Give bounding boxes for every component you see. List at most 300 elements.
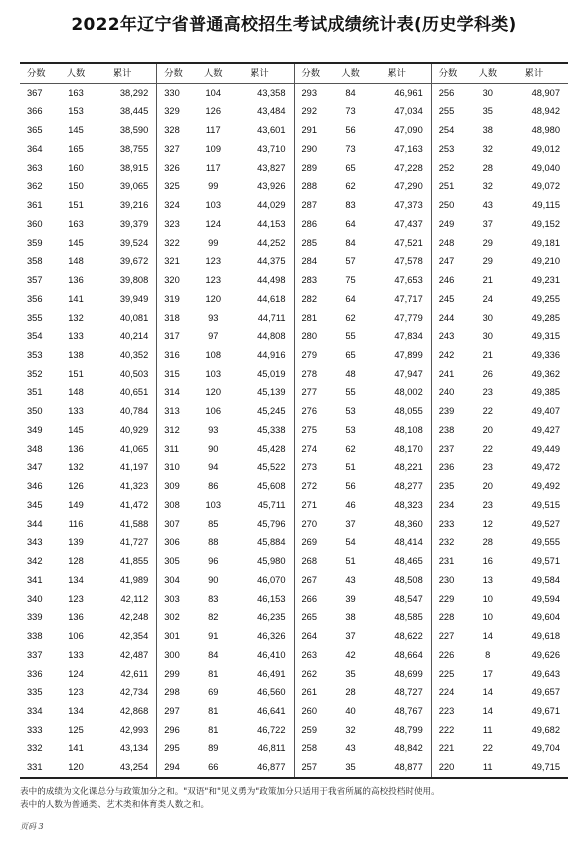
header-count: 人数 xyxy=(203,67,223,78)
table-row xyxy=(157,459,293,478)
cumulative-cell: 47,373 xyxy=(394,200,423,211)
cumulative-cell: 39,379 xyxy=(119,218,149,229)
table-row xyxy=(295,346,431,365)
table-row xyxy=(432,496,568,515)
table-row xyxy=(432,309,568,328)
cumulative-cell: 49,555 xyxy=(531,537,560,548)
cumulative-cell: 48,170 xyxy=(394,443,423,454)
cumulative-cell: 49,040 xyxy=(531,162,560,173)
table-row xyxy=(20,440,156,459)
score-cell: 231 xyxy=(438,556,455,567)
count-cell: 62 xyxy=(345,181,356,192)
count-cell: 120 xyxy=(205,293,221,304)
score-cell: 348 xyxy=(27,443,43,454)
table-row xyxy=(157,646,293,665)
cumulative-cell: 43,484 xyxy=(257,106,286,117)
score-cell: 293 xyxy=(301,87,318,98)
score-cell: 283 xyxy=(301,275,318,286)
score-cell: 341 xyxy=(27,574,43,585)
table-row xyxy=(157,758,293,777)
table-row xyxy=(295,552,431,571)
count-cell: 163 xyxy=(68,218,84,229)
table-block-3 xyxy=(295,64,432,777)
cumulative-cell: 47,779 xyxy=(394,312,423,323)
table-row xyxy=(295,271,431,290)
score-cell: 265 xyxy=(301,612,318,623)
table-row xyxy=(432,253,568,272)
cumulative-cell: 44,498 xyxy=(257,275,286,286)
score-cell: 302 xyxy=(164,612,180,623)
table-row xyxy=(157,590,293,609)
table-row xyxy=(20,702,156,721)
score-cell: 318 xyxy=(164,312,180,323)
table-row xyxy=(432,421,568,440)
score-cell: 243 xyxy=(438,331,455,342)
cumulative-cell: 49,315 xyxy=(531,331,560,342)
count-cell: 56 xyxy=(345,125,356,136)
cumulative-cell: 48,360 xyxy=(394,518,423,529)
score-cell: 350 xyxy=(27,406,43,417)
table-row xyxy=(295,403,431,422)
table-row xyxy=(295,290,431,309)
count-cell: 21 xyxy=(482,350,493,361)
score-cell: 297 xyxy=(164,705,180,716)
count-cell: 66 xyxy=(208,762,219,773)
score-cell: 314 xyxy=(164,387,180,398)
table-row xyxy=(20,84,156,103)
score-cell: 299 xyxy=(164,668,180,679)
cumulative-cell: 49,594 xyxy=(531,593,560,604)
table-row xyxy=(20,627,156,646)
table-row xyxy=(20,552,156,571)
count-cell: 141 xyxy=(68,293,84,304)
count-cell: 20 xyxy=(482,424,493,435)
cumulative-cell: 49,449 xyxy=(531,443,560,454)
table-row xyxy=(20,534,156,553)
table-row xyxy=(432,403,568,422)
count-cell: 46 xyxy=(345,499,356,510)
count-cell: 123 xyxy=(205,256,221,267)
count-cell: 37 xyxy=(345,631,356,642)
table-row xyxy=(157,84,293,103)
cumulative-cell: 39,808 xyxy=(119,275,149,286)
table-row xyxy=(20,178,156,197)
count-cell: 65 xyxy=(345,350,356,361)
count-cell: 88 xyxy=(208,537,219,548)
cumulative-cell: 40,081 xyxy=(119,312,149,323)
count-cell: 11 xyxy=(482,724,493,735)
score-cell: 308 xyxy=(164,499,180,510)
score-cell: 363 xyxy=(27,162,43,173)
score-cell: 287 xyxy=(301,200,318,211)
count-cell: 125 xyxy=(68,724,84,735)
table-row xyxy=(157,271,293,290)
cumulative-cell: 46,235 xyxy=(257,612,286,623)
score-cell: 244 xyxy=(438,312,455,323)
cumulative-cell: 47,290 xyxy=(394,181,423,192)
count-cell: 24 xyxy=(482,293,493,304)
cumulative-cell: 46,491 xyxy=(257,668,286,679)
table-row xyxy=(20,103,156,122)
table-row xyxy=(20,459,156,478)
table-row xyxy=(295,328,431,347)
count-cell: 116 xyxy=(68,518,84,529)
count-cell: 104 xyxy=(205,87,221,98)
table-row xyxy=(432,665,568,684)
score-cell: 284 xyxy=(301,256,318,267)
table-row xyxy=(157,346,293,365)
count-cell: 148 xyxy=(68,387,84,398)
score-cell: 330 xyxy=(164,87,180,98)
score-cell: 325 xyxy=(164,181,180,192)
count-cell: 84 xyxy=(208,649,219,660)
score-cell: 266 xyxy=(301,593,318,604)
table-row xyxy=(157,477,293,496)
score-cell: 322 xyxy=(164,237,180,248)
score-cell: 230 xyxy=(438,574,455,585)
count-cell: 103 xyxy=(205,200,221,211)
score-cell: 323 xyxy=(164,218,180,229)
score-cell: 310 xyxy=(164,462,180,473)
cumulative-cell: 49,285 xyxy=(531,312,560,323)
table-row xyxy=(295,515,431,534)
score-cell: 333 xyxy=(27,724,43,735)
cumulative-cell: 49,152 xyxy=(531,218,560,229)
page-number: 页码 3 xyxy=(20,822,44,831)
table-row xyxy=(432,140,568,159)
count-cell: 64 xyxy=(345,293,356,304)
table-row xyxy=(295,178,431,197)
table-row xyxy=(432,721,568,740)
score-cell: 315 xyxy=(164,368,180,379)
count-cell: 38 xyxy=(345,612,356,623)
table-row xyxy=(432,515,568,534)
cumulative-cell: 47,899 xyxy=(394,350,423,361)
score-cell: 338 xyxy=(27,631,43,642)
cumulative-cell: 47,437 xyxy=(394,218,423,229)
count-cell: 20 xyxy=(482,481,493,492)
table-row xyxy=(157,290,293,309)
score-cell: 280 xyxy=(301,331,318,342)
cumulative-cell: 48,842 xyxy=(394,743,423,754)
cumulative-cell: 49,072 xyxy=(531,181,560,192)
count-cell: 106 xyxy=(205,406,221,417)
table-row xyxy=(20,271,156,290)
table-row xyxy=(157,552,293,571)
cumulative-cell: 40,352 xyxy=(119,350,149,361)
score-cell: 311 xyxy=(164,443,180,454)
table-row xyxy=(432,534,568,553)
score-cell: 367 xyxy=(27,87,43,98)
table-row xyxy=(20,384,156,403)
footnotes xyxy=(20,786,580,812)
table-row xyxy=(157,440,293,459)
count-cell: 64 xyxy=(345,218,356,229)
table-row xyxy=(295,646,431,665)
table-row xyxy=(157,421,293,440)
table-row xyxy=(20,758,156,777)
count-cell: 62 xyxy=(345,312,356,323)
header-score: 分数 xyxy=(438,67,458,78)
count-cell: 69 xyxy=(208,687,219,698)
count-cell: 82 xyxy=(208,612,219,623)
count-cell: 10 xyxy=(482,593,493,604)
cumulative-cell: 48,980 xyxy=(531,125,560,136)
cumulative-cell: 45,608 xyxy=(257,481,286,492)
table-row xyxy=(20,234,156,253)
cumulative-cell: 44,375 xyxy=(257,256,286,267)
table-row xyxy=(157,309,293,328)
count-cell: 29 xyxy=(482,237,493,248)
score-cell: 222 xyxy=(438,724,455,735)
count-cell: 93 xyxy=(208,312,219,323)
cumulative-cell: 48,942 xyxy=(531,106,560,117)
count-cell: 149 xyxy=(68,499,84,510)
cumulative-cell: 46,811 xyxy=(257,743,286,754)
cumulative-cell: 39,524 xyxy=(119,237,149,248)
score-cell: 320 xyxy=(164,275,180,286)
score-cell: 353 xyxy=(27,350,43,361)
score-cell: 224 xyxy=(438,687,455,698)
count-cell: 42 xyxy=(345,649,356,660)
count-cell: 23 xyxy=(482,462,493,473)
table-row xyxy=(20,571,156,590)
cumulative-cell: 48,727 xyxy=(394,687,423,698)
cumulative-cell: 39,672 xyxy=(119,256,149,267)
score-cell: 236 xyxy=(438,462,455,473)
table-row xyxy=(157,721,293,740)
count-cell: 128 xyxy=(68,556,84,567)
count-cell: 148 xyxy=(68,256,84,267)
cumulative-cell: 49,427 xyxy=(531,424,560,435)
table-row xyxy=(295,103,431,122)
cumulative-cell: 47,034 xyxy=(394,106,423,117)
count-cell: 160 xyxy=(68,162,84,173)
count-cell: 8 xyxy=(485,649,491,660)
score-cell: 305 xyxy=(164,556,180,567)
header-score: 分数 xyxy=(164,67,183,78)
count-cell: 51 xyxy=(345,556,356,567)
score-cell: 328 xyxy=(164,125,180,136)
score-cell: 233 xyxy=(438,518,455,529)
table-row xyxy=(295,571,431,590)
cumulative-cell: 49,618 xyxy=(531,631,560,642)
score-cell: 309 xyxy=(164,481,180,492)
cumulative-cell: 47,163 xyxy=(394,143,423,154)
header-cumulative: 累计 xyxy=(387,67,406,78)
cumulative-cell: 43,134 xyxy=(119,743,149,754)
score-cell: 365 xyxy=(27,125,43,136)
table-row xyxy=(432,609,568,628)
cumulative-cell: 49,584 xyxy=(531,574,560,585)
score-cell: 355 xyxy=(27,312,43,323)
score-cell: 291 xyxy=(301,125,318,136)
cumulative-cell: 49,643 xyxy=(531,668,560,679)
table-row xyxy=(432,290,568,309)
cumulative-cell: 46,153 xyxy=(257,593,286,604)
score-cell: 346 xyxy=(27,481,43,492)
cumulative-cell: 49,657 xyxy=(531,687,560,698)
score-cell: 238 xyxy=(438,424,455,435)
score-cell: 221 xyxy=(438,743,455,754)
cumulative-cell: 47,834 xyxy=(394,331,423,342)
score-cell: 316 xyxy=(164,350,180,361)
cumulative-cell: 49,527 xyxy=(531,518,560,529)
cumulative-cell: 46,641 xyxy=(257,705,286,716)
cumulative-cell: 49,515 xyxy=(531,499,560,510)
count-cell: 90 xyxy=(208,443,219,454)
cumulative-cell: 42,487 xyxy=(119,649,149,660)
count-cell: 35 xyxy=(482,106,493,117)
cumulative-cell: 38,445 xyxy=(119,106,149,117)
cumulative-cell: 45,245 xyxy=(257,406,286,417)
table-row xyxy=(157,328,293,347)
score-cell: 319 xyxy=(164,293,180,304)
score-cell: 335 xyxy=(27,687,43,698)
score-cell: 296 xyxy=(164,724,180,735)
cumulative-cell: 38,590 xyxy=(119,125,149,136)
score-cell: 270 xyxy=(301,518,318,529)
count-cell: 86 xyxy=(208,481,219,492)
table-row xyxy=(20,684,156,703)
cumulative-cell: 40,214 xyxy=(119,331,149,342)
table-block-4 xyxy=(432,64,568,777)
table-row xyxy=(157,365,293,384)
score-cell: 326 xyxy=(164,162,180,173)
count-cell: 28 xyxy=(482,537,493,548)
header-row xyxy=(295,64,431,84)
score-cell: 223 xyxy=(438,705,455,716)
count-cell: 37 xyxy=(345,518,356,529)
count-cell: 32 xyxy=(482,143,493,154)
score-cell: 264 xyxy=(301,631,318,642)
count-cell: 55 xyxy=(345,331,356,342)
table-row xyxy=(295,421,431,440)
score-cell: 337 xyxy=(27,649,43,660)
table-row xyxy=(20,121,156,140)
score-cell: 285 xyxy=(301,237,318,248)
cumulative-cell: 43,254 xyxy=(119,762,149,773)
score-cell: 254 xyxy=(438,125,455,136)
cumulative-cell: 48,414 xyxy=(394,537,423,548)
table-block-2 xyxy=(157,64,294,777)
cumulative-cell: 47,947 xyxy=(394,368,423,379)
table-row xyxy=(295,477,431,496)
table-row xyxy=(20,740,156,759)
count-cell: 153 xyxy=(68,106,84,117)
score-cell: 286 xyxy=(301,218,318,229)
cumulative-cell: 48,699 xyxy=(394,668,423,679)
table-row xyxy=(157,196,293,215)
count-cell: 73 xyxy=(345,143,356,154)
table-row xyxy=(20,477,156,496)
table-row xyxy=(432,84,568,103)
table-row xyxy=(20,496,156,515)
cumulative-cell: 49,604 xyxy=(531,612,560,623)
table-row xyxy=(295,234,431,253)
cumulative-cell: 46,070 xyxy=(257,574,286,585)
table-row xyxy=(432,346,568,365)
table-row xyxy=(295,609,431,628)
cumulative-cell: 49,181 xyxy=(531,237,560,248)
score-cell: 327 xyxy=(164,143,180,154)
table-row xyxy=(20,721,156,740)
cumulative-cell: 42,112 xyxy=(120,593,149,604)
cumulative-cell: 47,521 xyxy=(394,237,423,248)
cumulative-cell: 49,362 xyxy=(531,368,560,379)
table-row xyxy=(20,609,156,628)
count-cell: 35 xyxy=(345,668,356,679)
cumulative-cell: 48,221 xyxy=(394,462,423,473)
score-cell: 292 xyxy=(301,106,318,117)
cumulative-cell: 40,784 xyxy=(119,406,149,417)
count-cell: 145 xyxy=(68,424,84,435)
score-cell: 278 xyxy=(301,368,318,379)
score-cell: 339 xyxy=(27,612,43,623)
score-cell: 257 xyxy=(301,762,318,773)
cumulative-cell: 49,472 xyxy=(531,462,560,473)
table-row xyxy=(20,365,156,384)
table-row xyxy=(20,403,156,422)
table-row xyxy=(295,196,431,215)
table-row xyxy=(432,103,568,122)
count-cell: 99 xyxy=(208,237,219,248)
cumulative-cell: 49,231 xyxy=(531,275,560,286)
score-cell: 261 xyxy=(301,687,318,698)
score-cell: 340 xyxy=(27,593,43,604)
score-cell: 354 xyxy=(27,331,43,342)
table-row xyxy=(295,627,431,646)
cumulative-cell: 46,560 xyxy=(257,687,286,698)
cumulative-cell: 41,588 xyxy=(119,518,149,529)
score-cell: 349 xyxy=(27,424,43,435)
score-cell: 269 xyxy=(301,537,318,548)
table-row xyxy=(432,271,568,290)
count-cell: 30 xyxy=(482,87,493,98)
table-row xyxy=(295,459,431,478)
cumulative-cell: 45,428 xyxy=(257,443,286,454)
score-cell: 227 xyxy=(438,631,455,642)
cumulative-cell: 43,358 xyxy=(257,87,286,98)
header-score: 分数 xyxy=(27,67,46,78)
table-row xyxy=(20,590,156,609)
cumulative-cell: 43,926 xyxy=(257,181,286,192)
count-cell: 17 xyxy=(482,668,493,679)
count-cell: 145 xyxy=(68,125,84,136)
score-cell: 347 xyxy=(27,462,43,473)
table-row xyxy=(432,571,568,590)
cumulative-cell: 49,715 xyxy=(531,762,560,773)
table-row xyxy=(432,121,568,140)
count-cell: 117 xyxy=(205,162,221,173)
table-row xyxy=(432,758,568,777)
table-row xyxy=(295,496,431,515)
table-row xyxy=(295,159,431,178)
cumulative-cell: 49,407 xyxy=(531,406,560,417)
cumulative-cell: 39,065 xyxy=(119,181,149,192)
score-cell: 288 xyxy=(301,181,318,192)
score-cell: 313 xyxy=(164,406,180,417)
table-row xyxy=(432,234,568,253)
cumulative-cell: 44,618 xyxy=(257,293,286,304)
count-cell: 57 xyxy=(345,256,356,267)
cumulative-cell: 41,727 xyxy=(119,537,149,548)
count-cell: 145 xyxy=(68,237,84,248)
table-row xyxy=(432,552,568,571)
cumulative-cell: 46,410 xyxy=(257,649,286,660)
table-row xyxy=(20,515,156,534)
footnote-1: 表中的成绩为文化课总分与政策加分之和。"双语"和"见义勇为"政策加分只适用于我省所属的高校投档时使用。 xyxy=(20,787,440,797)
